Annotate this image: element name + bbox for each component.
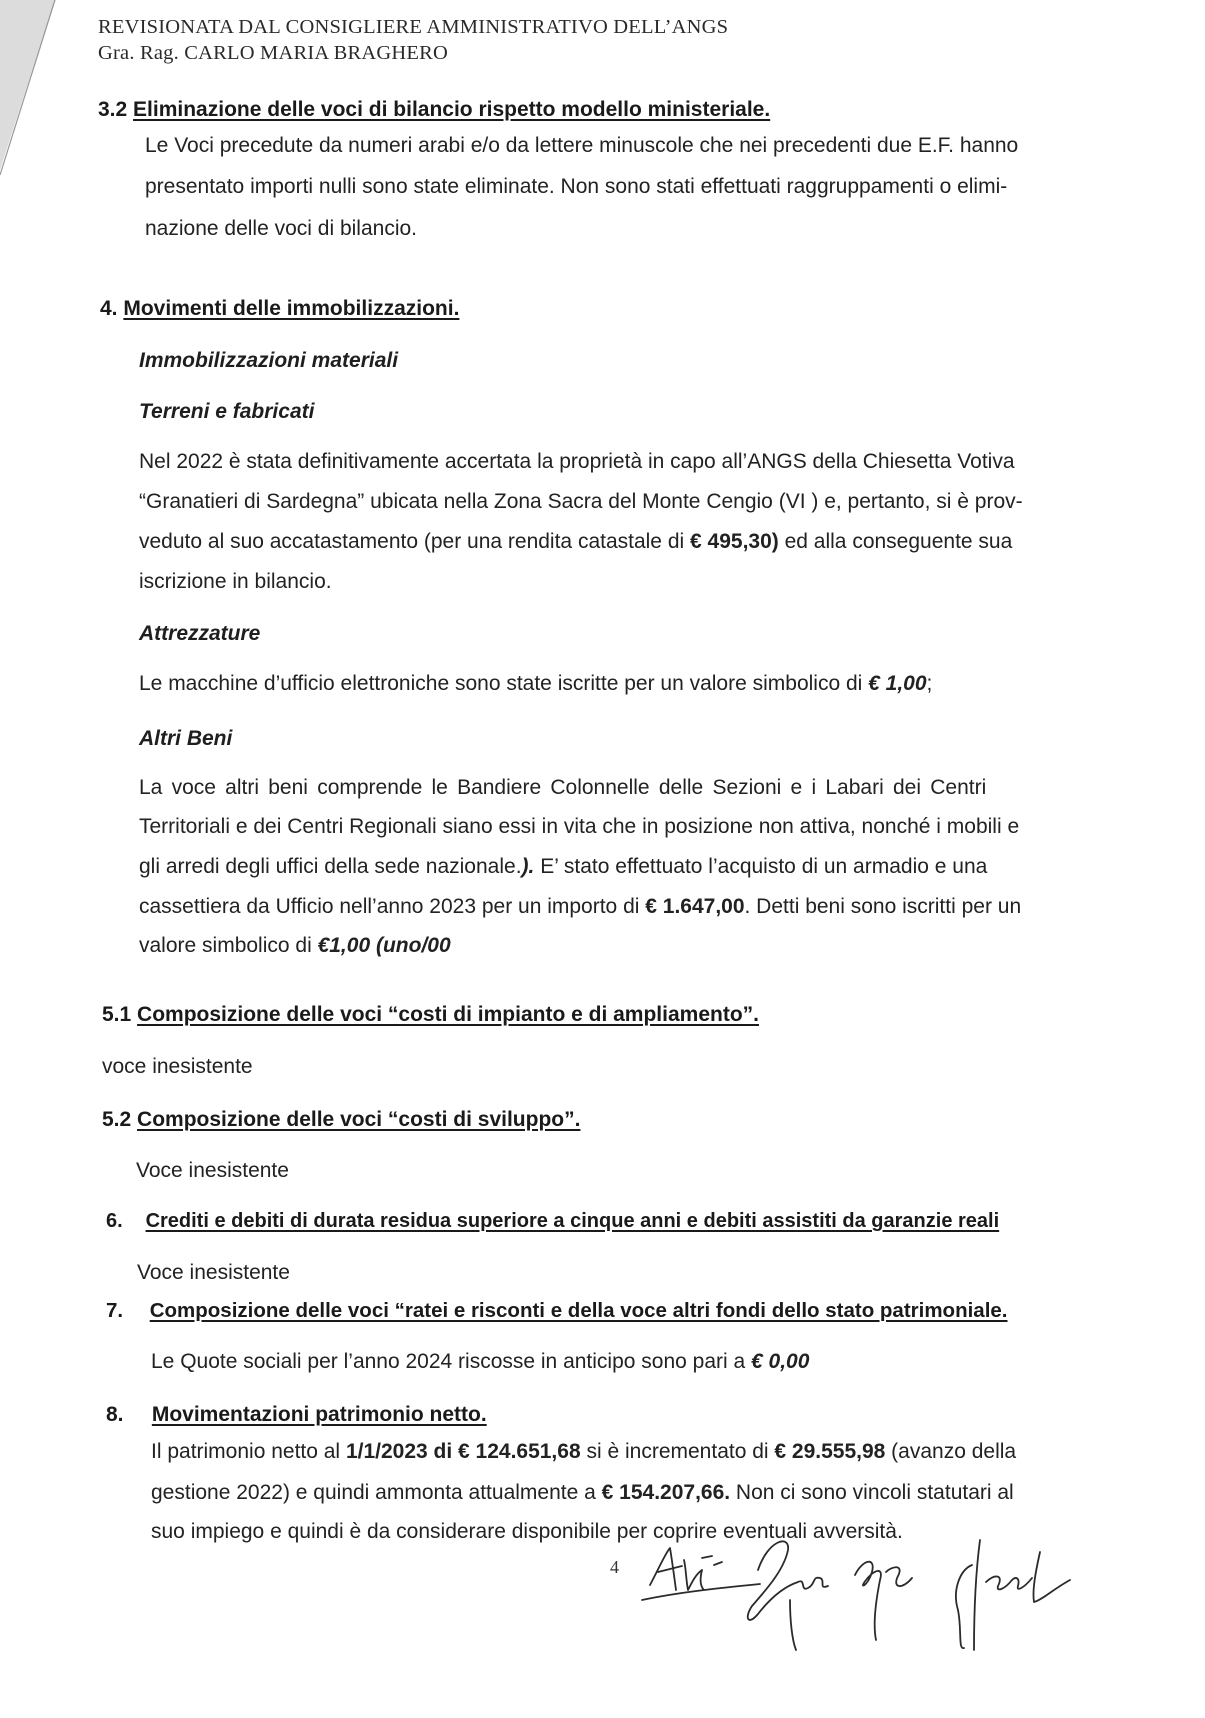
section-5-1-body: voce inesistente bbox=[102, 1055, 253, 1078]
section-5-2-body: Voce inesistente bbox=[136, 1159, 289, 1182]
subheading-terreni-fabricati: Terreni e fabricati bbox=[139, 400, 315, 423]
attrezzature-line-1: Le macchine d’ufficio elettroniche sono state iscritte per un valore simbolico di € 1,00; bbox=[139, 672, 933, 695]
altri-beni-line-3: gli arredi degli uffici della sede nazionale.). E’ stato effettuato l’acquisto di un armadio e una bbox=[139, 855, 988, 878]
subheading-attrezzature: Attrezzature bbox=[139, 622, 261, 645]
terreni-line-2: “Granatieri di Sardegna” ubicata nella Zona Sacra del Monte Cengio (VI ) e, pertanto, si è prov- bbox=[139, 490, 1023, 513]
page-number: 4 bbox=[610, 1557, 619, 1577]
attrezzature-value: € 1,00 bbox=[868, 672, 927, 695]
altri-beni-line-5: valore simbolico di €1,00 (uno/00 bbox=[139, 934, 451, 957]
section-5-2-heading: 5.2 Composizione delle voci “costi di sviluppo”. bbox=[102, 1108, 581, 1131]
rendita-catastale-value: € 495,30) bbox=[690, 530, 779, 553]
section-5-2-title: Composizione delle voci “costi di sviluppo”. bbox=[137, 1108, 581, 1131]
section-3-2-title: Eliminazione delle voci di bilancio rispetto modello ministeriale. bbox=[133, 98, 771, 121]
section-6-body: Voce inesistente bbox=[137, 1261, 290, 1284]
section-4-title: Movimenti delle immobilizzazioni. bbox=[123, 297, 460, 320]
header-line-1: REVISIONATA DAL CONSIGLIERE AMMINISTRATIVO DELL’ANGS bbox=[98, 16, 729, 38]
acquisto-importo: € 1.647,00 bbox=[645, 895, 745, 918]
altri-beni-line-1: La voce altri beni comprende le Bandiere Colonnelle delle Sezioni e i Labari dei Centri bbox=[139, 776, 987, 799]
document-header bbox=[98, 14, 728, 66]
altri-beni-line-4: cassettiera da Ufficio nell’anno 2023 per un importo di € 1.647,00. Detti beni sono iscritti per un bbox=[139, 895, 1022, 918]
section-8-line-2: gestione 2022) e quindi ammonta attualmente a € 154.207,66. Non ci sono vincoli statutari al bbox=[151, 1481, 1014, 1504]
subheading-immobilizzazioni-materiali: Immobilizzazioni materiali bbox=[139, 349, 399, 372]
handwritten-signatures bbox=[640, 1530, 1100, 1660]
section-8-heading: 8. Movimentazioni patrimonio netto. bbox=[106, 1403, 487, 1426]
terreni-line-4: iscrizione in bilancio. bbox=[139, 570, 332, 593]
section-6-heading: 6. Crediti e debiti di durata residua superiore a cinque anni e debiti assistiti da garanzie reali bbox=[106, 1210, 1000, 1232]
terreni-line-3: veduto al suo accatastamento (per una rendita catastale di € 495,30) ed alla conseguente sua bbox=[139, 530, 1013, 553]
section-7-body: Le Quote sociali per l’anno 2024 riscosse in anticipo sono pari a € 0,00 bbox=[151, 1350, 810, 1373]
section-6-title: Crediti e debiti di durata residua superiore a cinque anni e debiti assistiti da garanzie reali bbox=[145, 1210, 1000, 1232]
valore-simbolico: €1,00 (uno/00 bbox=[317, 934, 451, 957]
section-7-title: Composizione delle voci “ratei e risconti e della voce altri fondi dello stato patrimoniale. bbox=[149, 1299, 1008, 1322]
section-4-heading: 4. Movimenti delle immobilizzazioni. bbox=[100, 297, 460, 320]
header-line-2: Gra. Rag. CARLO MARIA BRAGHERO bbox=[98, 42, 448, 64]
terreni-line-1: Nel 2022 è stata definitivamente accertata la proprietà in capo all’ANGS della Chiesetta Votiva bbox=[139, 450, 1015, 473]
quote-anticipo-value: € 0,00 bbox=[751, 1350, 810, 1373]
section-3-2-line-2: presentato importi nulli sono state eliminate. Non sono stati effettuati raggruppamenti o elimi- bbox=[145, 175, 1008, 198]
section-3-2-line-3: nazione delle voci di bilancio. bbox=[145, 217, 418, 240]
section-3-2-line-1: Le Voci precedute da numeri arabi e/o da lettere minuscole che nei precedenti due E.F. hanno bbox=[145, 134, 1019, 157]
section-8-title: Movimentazioni patrimonio netto. bbox=[151, 1403, 487, 1426]
section-3-2-heading: 3.2 Eliminazione delle voci di bilancio rispetto modello ministeriale. bbox=[98, 98, 771, 121]
section-7-heading: 7. Composizione delle voci “ratei e risconti e della voce altri fondi dello stato patrimoniale. bbox=[106, 1299, 1008, 1322]
section-5-1-title: Composizione delle voci “costi di impianto e di ampliamento”. bbox=[137, 1003, 759, 1026]
section-5-1-heading: 5.1 Composizione delle voci “costi di impianto e di ampliamento”. bbox=[102, 1003, 759, 1026]
subheading-altri-beni: Altri Beni bbox=[139, 727, 233, 750]
altri-beni-line-2: Territoriali e dei Centri Regionali siano essi in vita che in posizione non attiva, nonché i mobili e bbox=[139, 815, 1020, 838]
section-8-line-1: Il patrimonio netto al 1/1/2023 di € 124.651,68 si è incrementato di € 29.555,98 (avanzo della bbox=[151, 1440, 1017, 1463]
section-8-line-3: suo impiego e quindi è da considerare disponibile per coprire eventuali avversità. bbox=[151, 1520, 903, 1543]
